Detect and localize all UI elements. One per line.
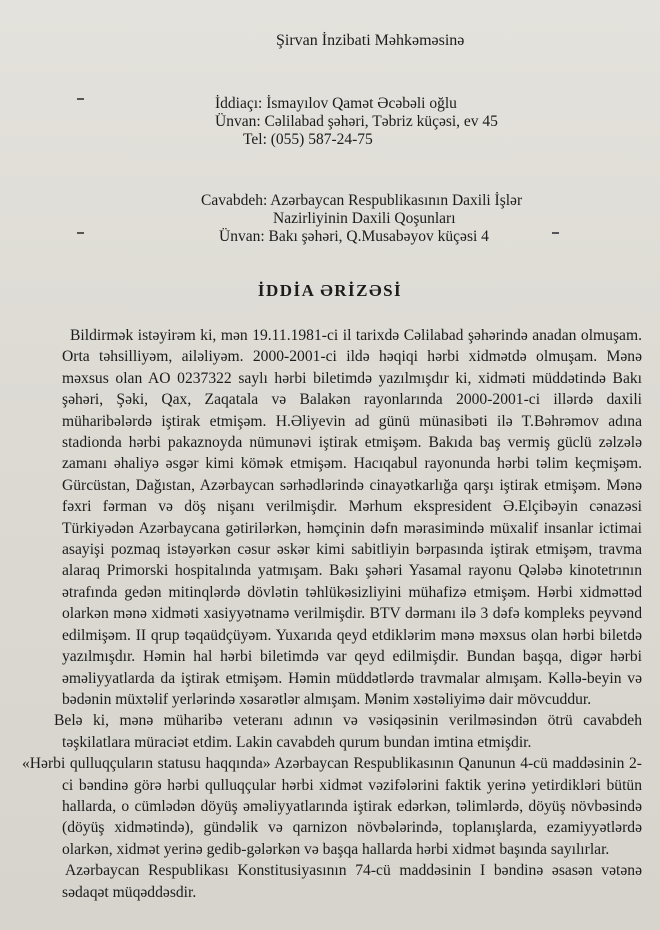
paragraph-constitution: Azərbaycan Respublikası Konstitusiyasının 74-cü maddəsinin I bəndinə əsasən vətənə sədaqət müqəddəsdir. — [62, 862, 642, 901]
paragraph-law: «Hərbi qulluqçuların statusu haqqında» Azərbaycan Respublikasının Qanunun 4-cü maddəsinin 2-ci bəndinə görə hərbi qulluqçular hərbi xidmət vəzifələrini faktik yerinə yetirdikləri bütün hallarda, o cümlədən döyüş əməliyyatlarında iştirak edərkən, təlimlərdə, döyüş növbəsində (döyüş xidmətində), gündəlik və qarnizon növbələrində, toplanışlarda, ezamiyyətlərdə olarkən, xidmət yerinə gedib-gələrkən və başqa hallarda hərbi xidmət başında sayılırlar. — [22, 755, 642, 858]
plaintiff-address: Ünvan: Cəlilabad şəhəri, Təbriz küçəsi, ev 45 — [215, 113, 498, 130]
plaintiff-phone: Tel: (055) 587-24-75 — [243, 131, 373, 148]
plaintiff-name: İddiaçı: İsmayılov Qamət Əcəbəli oğlu — [215, 95, 457, 112]
addressee: Şirvan İnzibati Məhkəməsinə — [276, 32, 465, 49]
scan-mark — [77, 98, 84, 100]
claim-body — [22, 325, 642, 903]
paragraph-appeal: Belə ki, mənə müharibə veteranı adının və vəsiqəsinin verilməsindən ötrü cavabdeh təşkilatlara müraciət etdim. Lakin cavabdeh qurum bundan imtina etmişdir. — [54, 712, 642, 751]
defendant-name: Cavabdeh: Azərbaycan Respublikasının Daxili İşlər — [201, 192, 523, 209]
defendant-address: Ünvan: Bakı şəhəri, Q.Musabəyov küçəsi 4 — [219, 228, 489, 245]
scan-mark — [77, 232, 84, 234]
scan-mark — [552, 232, 559, 234]
document-title: İDDİA ƏRİZƏSİ — [257, 281, 403, 300]
paragraph-facts: Bildirmək istəyirəm ki, mən 19.11.1981-ci il tarixdə Cəlilabad şəhərində anadan olmuşam. Orta təhsilliyəm, ailəliyəm. 2000-2001-ci ildə həqiqi hərbi xidmətdə olmuşam. Mənə məxsus olan AO 0237322 saylı hərbi biletimdə yazılmışdır ki, xidməti müddətində Bakı şəhəri, Şəki, Qax, Zaqatala və Balakən rayonlarında 2000-2001-ci illərdə daxili müharibələrdə iştirak etmişəm. H.Əliyevin ad günü münasibəti ilə T.Bəhrəmov adına stadionda hərbi pakaznoyda nümunəvi iştirak etmişəm. Bakıda baş vermiş güclü zəlzələ zamanı əhaliyə əsgər kimi kömək etmişəm. Hacıqabul rayonunda hərbi təlim keçmişəm. Gürcüstan, Dağıstan, Azərbaycan sərhədlərində cinayətkarlığa qarşı iştirak etmişəm. Mənə fəxri fərman və döş nişanı verilmişdir. Mərhum ekspresident Ə.Elçibəyin cənazəsi Türkiyədən Azərbaycana gətirilərkən, həmçinin dəfn mərasimində müxalif insanlar ictimai asayişi pozmaq istəyərkən cəsur əskər kimi sabitliyin bərpasında iştirak etmişəm, travma alaraq Primorski hospitalında yatmışam. Bakı şəhəri Yasamal rayonu Qələbə kinotetrının ətrafında gedən mitinqlərdə dövlətin təhlükəsizliyini mühafizə etmişəm. Hərbi xidməttəd olarkən mənə xidməti xasiyyətnamə verilmişdir. BTV dərmanı ilə 3 dəfə kompleks peyvənd edilmişəm. II qrup təqaüdçüyəm. Yuxarıda qeyd etdiklərim mənə məxsus olan hərbi biletdə yazılmışdır. Həmin hal hərbi biletimdə var qeyd edilmişdir. Bundan başqa, digər hərbi əməliyyatlarda da iştirak etmişəm. Həmin müddətlərdə travmalar almışam. Kəllə-beyin və bədənin müxtəlif yerlərində xəsarətlər almışam. Mənim xəstəliyimə dair mövcuddur. — [62, 327, 642, 708]
defendant-name-cont: Nazirliyinin Daxili Qoşunları — [273, 210, 456, 227]
